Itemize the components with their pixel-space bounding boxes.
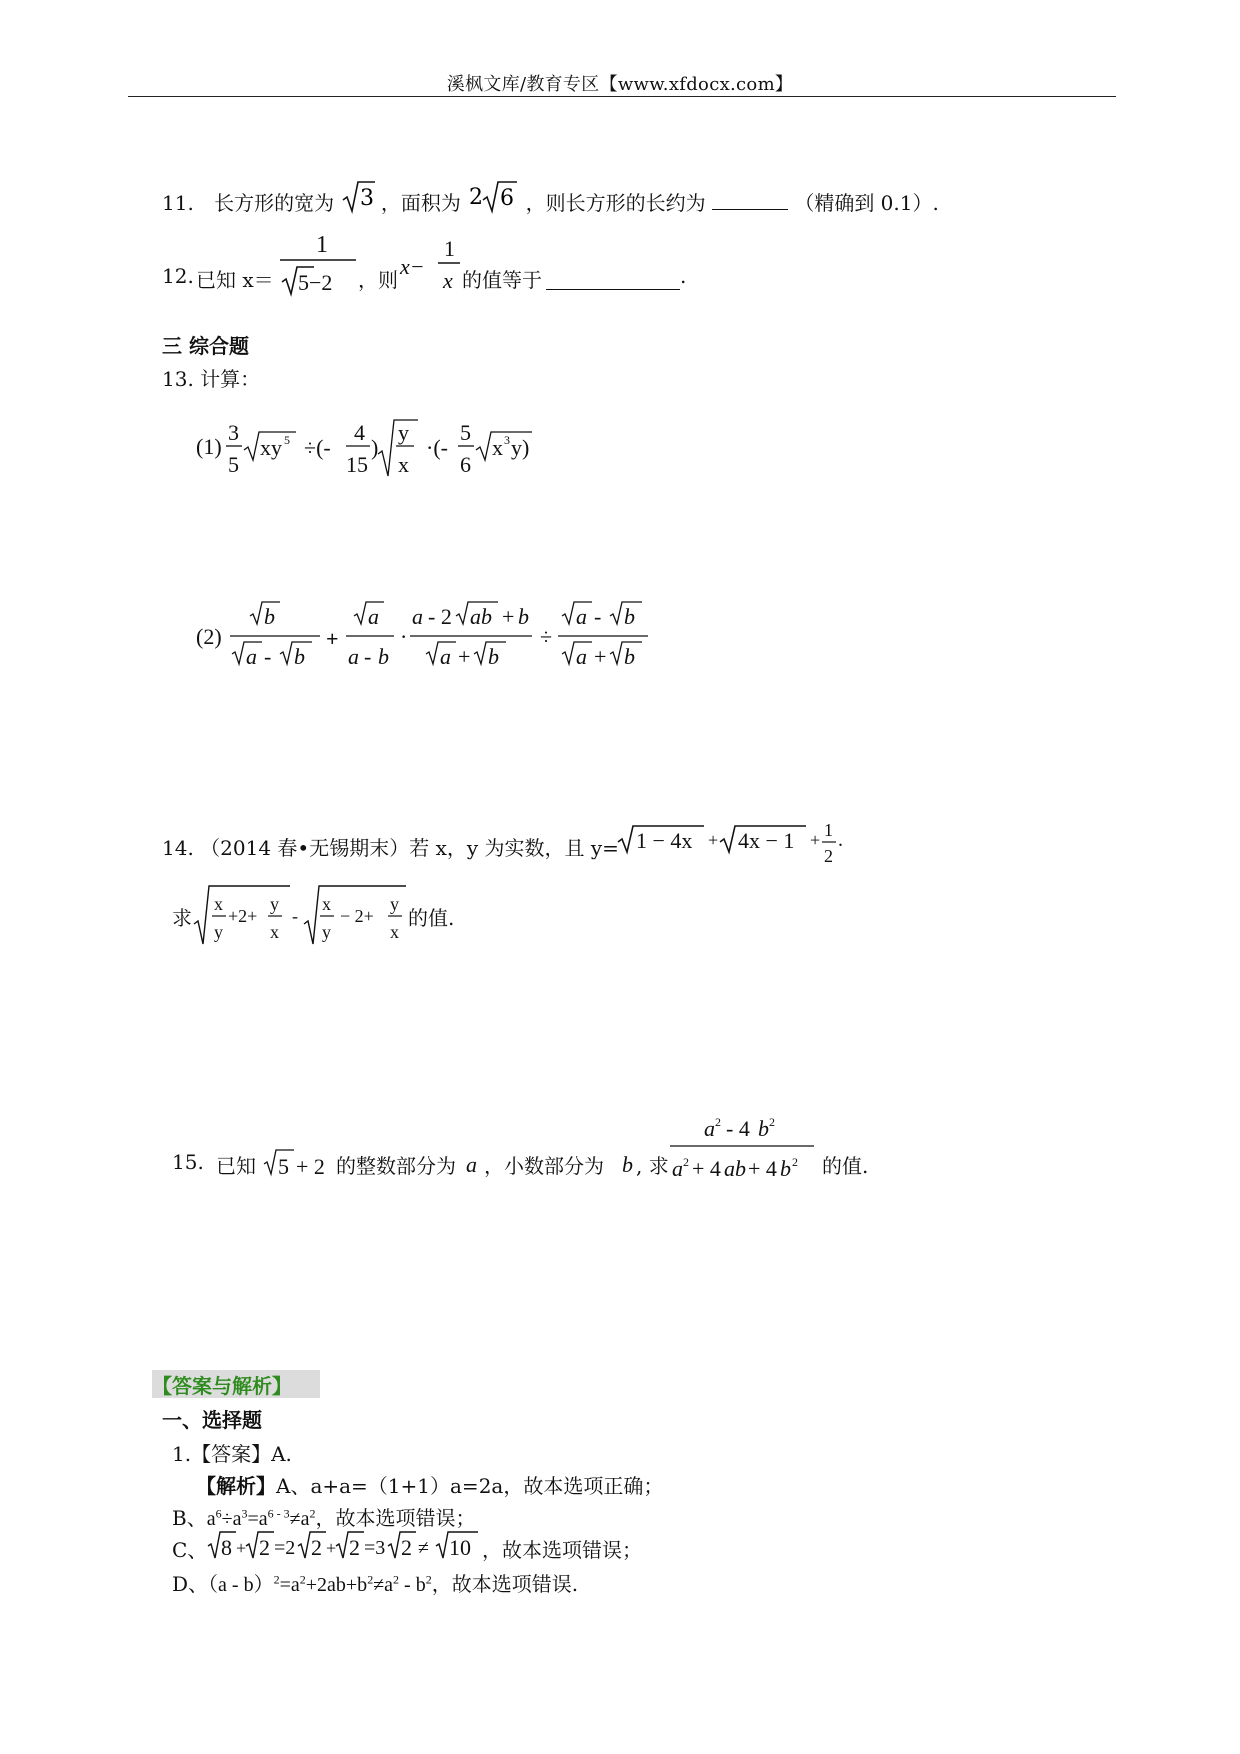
svg-text:x: x: [322, 894, 331, 914]
svg-text:·(-: ·(-: [426, 435, 448, 460]
analysis-a-text: A、a+a=（1+1）a=2a，故本选项正确；: [276, 1474, 664, 1498]
svg-text:+: +: [708, 830, 719, 850]
svg-text:+ 4: + 4: [692, 1156, 721, 1181]
svg-text:2: 2: [683, 1155, 689, 1169]
svg-text:y: y: [398, 420, 409, 445]
svg-text:≠: ≠: [418, 1537, 429, 1559]
svg-text:a: a: [576, 644, 587, 669]
svg-text:x: x: [390, 922, 399, 942]
q14-label: 14. （2014 春•无锡期末）若 x，y 为实数，且 y=: [162, 836, 619, 860]
svg-text:b: b: [780, 1156, 791, 1181]
q14-y-expression: [618, 822, 848, 882]
svg-text:2: 2: [349, 1535, 360, 1560]
q11-text-1: 长方形的宽为: [214, 191, 335, 215]
svg-text:b: b: [624, 604, 635, 629]
svg-text:+ 4: + 4: [748, 1156, 777, 1181]
section-3-title: 三 综合题: [162, 334, 249, 358]
q15-text-5: 的值.: [822, 1154, 869, 1178]
svg-text:): ): [371, 435, 379, 460]
svg-text:5: 5: [278, 1154, 289, 1179]
svg-text:(2): (2): [196, 624, 222, 649]
svg-text:+: +: [810, 830, 821, 850]
svg-text:+: +: [236, 1538, 247, 1558]
svg-text:a: a: [246, 644, 257, 669]
svg-text:(1): (1): [196, 434, 222, 459]
question-14-line1: [162, 832, 619, 861]
analysis-label: 【解析】: [196, 1474, 276, 1498]
svg-text:a: a: [704, 1116, 715, 1141]
analysis-c-tail: ，故本选项错误；: [482, 1538, 642, 1562]
q11-number: 11.: [162, 191, 194, 215]
q12-fraction-denominator: 5−2: [298, 270, 333, 295]
q15-var-a: a: [466, 1152, 477, 1177]
q15-fraction: [668, 1110, 818, 1184]
svg-text:y: y: [270, 894, 279, 914]
q13-part1-expression: [196, 410, 556, 480]
svg-text:b: b: [518, 604, 529, 629]
analysis-d-prefix: D、: [172, 1572, 209, 1596]
svg-text:·: ·: [400, 624, 408, 649]
answer-section-1-title: 一、选择题: [162, 1408, 262, 1432]
q15-text-1: 已知: [216, 1154, 256, 1178]
analysis-c-expression: [208, 1528, 508, 1562]
analysis-line-b: B、$a^6\div a^3=a^{6 - 3}\ne a^2$，故本选项错误；: [172, 1506, 476, 1530]
svg-text:a: a: [576, 604, 587, 629]
q11-answer-blank[interactable]: [712, 208, 788, 210]
svg-text:-: -: [292, 906, 298, 926]
svg-text:a: a: [672, 1156, 683, 1181]
analysis-b-prefix: B、: [172, 1506, 207, 1530]
svg-text:x: x: [492, 435, 503, 460]
svg-text:=2: =2: [274, 1537, 296, 1559]
svg-text:-: -: [594, 604, 602, 629]
svg-text:3: 3: [504, 433, 510, 447]
svg-text:4: 4: [354, 420, 365, 445]
q15-text-2: 的整数部分为: [336, 1154, 456, 1178]
svg-text:- 2: - 2: [428, 604, 452, 629]
q14-radicand-1: 1 − 4x: [636, 828, 693, 853]
svg-text:b: b: [378, 644, 389, 669]
q12-fraction: [278, 230, 358, 300]
q11-text-2: ，面积为: [380, 191, 461, 215]
svg-text:3: 3: [228, 420, 239, 445]
q11-area-expr: [467, 180, 519, 214]
svg-text:b: b: [488, 644, 499, 669]
header-rule: [128, 96, 1116, 97]
q12-answer-blank[interactable]: [546, 288, 680, 290]
svg-text:-: -: [264, 644, 272, 669]
svg-text:2: 2: [259, 1535, 270, 1560]
q12-tail: .: [680, 264, 687, 288]
svg-text:y): y): [511, 435, 530, 460]
svg-text:5: 5: [284, 433, 290, 447]
q11-text-3: ，则长方形的长约为: [525, 191, 706, 215]
svg-text:-: -: [364, 644, 372, 669]
svg-text:6: 6: [460, 452, 471, 477]
svg-text:2: 2: [792, 1155, 798, 1169]
q11-area-radicand: 6: [500, 186, 515, 211]
analysis-b-tail: ，故本选项错误；: [315, 1506, 476, 1530]
svg-text:+: +: [594, 644, 607, 669]
q13-part2-expression: [196, 598, 666, 678]
svg-text:+: +: [326, 626, 339, 651]
analysis-line-d: D、$(a - b)^2=a^2+2ab+b^2\ne a^2 - b^2$，故本选项错误.: [172, 1572, 579, 1596]
q12-expression: [400, 230, 470, 300]
svg-text:÷(-: ÷(-: [304, 435, 331, 460]
answer-1: 1.【答案】A.: [172, 1442, 292, 1466]
svg-text:2: 2: [715, 1115, 721, 1129]
q11-width-sqrt: [341, 180, 375, 214]
q15-number: 15.: [172, 1150, 204, 1174]
q12-text-3: 的值等于: [462, 268, 542, 292]
q14-ask-suffix: 的值.: [408, 906, 455, 930]
q11-area-coef: 2: [469, 185, 484, 210]
svg-text:+: +: [326, 1538, 337, 1558]
q14-half-numerator: 1: [824, 820, 833, 840]
svg-text:y: y: [322, 922, 331, 942]
q12-expr-denominator: x: [443, 268, 453, 293]
q15-sqrt5-plus-2: [264, 1146, 334, 1180]
svg-text:2: 2: [769, 1115, 775, 1129]
svg-text:x: x: [214, 894, 223, 914]
analysis-line-c-prefix: C、: [172, 1538, 208, 1562]
svg-text:=3: =3: [364, 1537, 386, 1559]
q12-expr-x: x−: [400, 254, 425, 279]
q15-text-4: , 求: [636, 1154, 669, 1178]
q14-radicand-2: 4x − 1: [738, 828, 795, 853]
q12-expr-numerator: 1: [444, 236, 455, 261]
svg-text:− 2+: − 2+: [340, 906, 374, 926]
svg-text:ab: ab: [470, 604, 492, 629]
answer-title: 【答案与解析】: [152, 1374, 292, 1398]
svg-text:- 4: - 4: [726, 1116, 750, 1141]
svg-text:10: 10: [449, 1535, 471, 1560]
svg-text:+: +: [458, 644, 471, 669]
q12-text-2: ，则: [358, 268, 398, 292]
svg-text:b: b: [758, 1116, 769, 1141]
svg-text:b: b: [264, 604, 275, 629]
svg-text:15: 15: [346, 452, 368, 477]
svg-text:÷: ÷: [540, 624, 553, 649]
q12-fraction-numerator: 1: [316, 232, 328, 258]
svg-text:y: y: [214, 922, 223, 942]
svg-text:8: 8: [221, 1535, 232, 1560]
q13-label: 13. 计算：: [162, 367, 261, 391]
q11-text-4: （精确到 0.1）.: [794, 191, 939, 215]
svg-text:xy: xy: [260, 435, 282, 460]
svg-text:+ 2: + 2: [296, 1154, 325, 1179]
q14-half-denominator: 2: [824, 846, 833, 866]
svg-text:2: 2: [401, 1535, 412, 1560]
svg-text:b: b: [624, 644, 635, 669]
svg-text:a: a: [368, 604, 379, 629]
svg-text:+: +: [502, 604, 515, 629]
q14-ask-prefix: 求: [172, 906, 192, 930]
q11-width-radicand: 3: [359, 186, 374, 211]
svg-text:5: 5: [460, 420, 471, 445]
question-11: [162, 180, 939, 216]
svg-text:a: a: [412, 604, 423, 629]
svg-text:ab: ab: [724, 1156, 746, 1181]
svg-text:a: a: [348, 644, 359, 669]
svg-text:5: 5: [228, 452, 239, 477]
svg-text:b: b: [294, 644, 305, 669]
svg-text:2: 2: [311, 1535, 322, 1560]
svg-text:x: x: [270, 922, 279, 942]
svg-text:y: y: [390, 894, 399, 914]
q15-var-b: b: [622, 1152, 633, 1177]
q14-ask-expression: [194, 884, 414, 946]
q15-text-3: ，小数部分为: [484, 1154, 604, 1178]
analysis-d-tail: ，故本选项错误.: [431, 1572, 579, 1596]
svg-text:x: x: [398, 452, 409, 477]
svg-text:+2+: +2+: [228, 906, 258, 926]
page-header: 溪枫文库/教育专区【www.xfdocx.com】: [446, 74, 794, 95]
svg-text:a: a: [440, 644, 451, 669]
svg-text:.: .: [838, 829, 843, 851]
analysis-line-a: [196, 1470, 663, 1499]
q12-text-1: 已知 x＝: [196, 268, 274, 292]
q12-number: 12.: [162, 264, 194, 288]
